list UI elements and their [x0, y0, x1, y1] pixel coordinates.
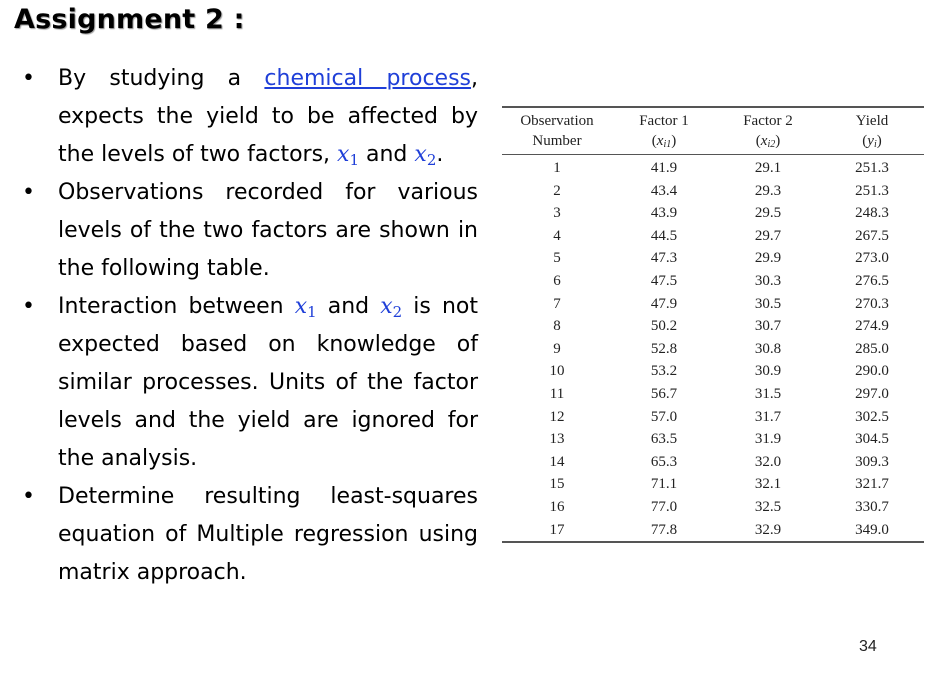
bullet-icon: • — [22, 484, 35, 509]
bullet-text: Determine resulting least-squares equation of Multiple regression using matrix approach. — [58, 484, 478, 585]
cell-factor-2: 32.5 — [754, 498, 782, 515]
cell-factor-2: 29.1 — [754, 160, 782, 176]
cell-yield: 274.9 — [855, 318, 889, 335]
bullet-text: By studying a — [58, 66, 265, 91]
cell-factor-2: 30.8 — [754, 340, 782, 357]
cell-yield: 270.3 — [855, 295, 889, 312]
chemical-process-link[interactable]: chemical process — [264, 66, 472, 91]
cell-yield: 297.0 — [855, 385, 889, 402]
cell-factor-2: 30.9 — [754, 363, 782, 380]
cell-factor-2: 29.9 — [754, 250, 782, 267]
cell-factor-1: 65.3 — [650, 453, 678, 470]
cell-factor-1: 57.0 — [650, 408, 678, 425]
cell-yield: 273.0 — [855, 250, 889, 267]
cell-factor-2: 30.7 — [754, 318, 782, 335]
cell-yield: 330.7 — [855, 498, 889, 515]
page-number: 34 — [859, 638, 877, 655]
table-row — [502, 180, 924, 203]
table-row — [502, 406, 924, 429]
bullet-icon: • — [22, 180, 35, 205]
cell-yield: 251.3 — [855, 182, 889, 199]
bullet-text: Interaction between — [58, 294, 295, 319]
cell-yield: 321.7 — [855, 476, 889, 493]
header-symbol-yi: $(y_i)$ — [820, 131, 924, 155]
header-number: Number — [502, 131, 612, 155]
cell-factor-1: 77.8 — [612, 519, 716, 543]
table-row — [502, 496, 924, 519]
cell-factor-2: 32.9 — [716, 519, 820, 543]
bullet-icon: • — [22, 66, 35, 91]
table-row — [502, 451, 924, 474]
cell-factor-1: 41.9 — [650, 160, 678, 176]
cell-observation: 10 — [549, 363, 565, 380]
bullet-item — [22, 60, 478, 174]
cell-yield: 304.5 — [855, 431, 889, 448]
cell-factor-2: 29.7 — [754, 227, 782, 244]
table-row — [502, 428, 924, 451]
bullet-list — [22, 60, 478, 592]
table-row — [502, 519, 924, 543]
cell-observation: 7 — [553, 295, 561, 312]
cell-factor-1: 47.9 — [650, 295, 678, 312]
variable-x1: $x_1$ — [337, 142, 360, 169]
cell-factor-2: 31.5 — [754, 385, 782, 402]
bullet-text: , expects the yield to be affected by the levels of two factors, — [58, 66, 479, 167]
cell-yield: 276.5 — [855, 272, 889, 289]
variable-x2: $x_2$ — [380, 294, 403, 321]
table-row — [502, 225, 924, 248]
cell-yield: 309.3 — [855, 453, 889, 470]
cell-factor-1: 63.5 — [650, 431, 678, 448]
table-row — [502, 270, 924, 293]
cell-factor-2: 30.3 — [754, 272, 782, 289]
cell-observation: 14 — [549, 453, 565, 470]
cell-factor-2: 32.0 — [754, 453, 782, 470]
table-row — [502, 383, 924, 406]
cell-factor-1: 52.8 — [650, 340, 678, 357]
cell-observation: 3 — [553, 205, 561, 222]
cell-observation: 6 — [553, 272, 561, 289]
header-factor-1: Factor 1 — [612, 107, 716, 131]
cell-factor-2: 31.7 — [754, 408, 782, 425]
header-yield: Yield — [820, 107, 924, 131]
header-symbol-xi1: $(x_{i1})$ — [612, 131, 716, 155]
cell-factor-1: 47.3 — [650, 250, 678, 267]
cell-observation: 4 — [553, 227, 561, 244]
cell-observation: 17 — [502, 519, 612, 543]
cell-factor-2: 30.5 — [754, 295, 782, 312]
table-row — [502, 202, 924, 225]
table-header-row — [502, 107, 924, 131]
bullet-text: is not expected based on knowledge of similar processes. Units of the factor levels and the yield are ignored for the analysis. — [58, 294, 478, 471]
cell-factor-1: 53.2 — [650, 363, 678, 380]
cell-observation: 16 — [549, 498, 565, 515]
slide-title: Assignment 2 : — [14, 4, 245, 35]
cell-observation: 9 — [553, 340, 561, 357]
cell-factor-2: 29.3 — [754, 182, 782, 199]
cell-observation: 8 — [553, 318, 561, 335]
cell-factor-1: 44.5 — [650, 227, 678, 244]
cell-factor-2: 29.5 — [754, 205, 782, 222]
cell-yield: 349.0 — [820, 519, 924, 543]
cell-factor-1: 43.4 — [650, 182, 678, 199]
table-row — [502, 293, 924, 316]
bullet-text: Observations recorded for various levels of the two factors are shown in the following table. — [58, 180, 478, 281]
bullet-icon: • — [22, 294, 35, 319]
cell-observation: 12 — [549, 408, 565, 425]
cell-yield: 285.0 — [855, 340, 889, 357]
bullet-text: and — [359, 142, 415, 167]
cell-yield: 251.3 — [855, 160, 889, 176]
cell-factor-2: 31.9 — [754, 431, 782, 448]
cell-factor-1: 56.7 — [650, 385, 678, 402]
cell-yield: 248.3 — [855, 205, 889, 222]
header-observation: Observation — [502, 107, 612, 131]
cell-observation: 15 — [549, 476, 565, 493]
observations-table — [502, 106, 924, 543]
cell-observation: 13 — [549, 431, 565, 448]
bullet-text: . — [436, 142, 444, 167]
table-row — [502, 473, 924, 496]
header-symbol-xi2: $(x_{i2})$ — [716, 131, 820, 155]
table-row — [502, 338, 924, 361]
bullet-item — [22, 174, 478, 288]
cell-yield: 267.5 — [855, 227, 889, 244]
table-row — [502, 315, 924, 338]
cell-factor-1: 43.9 — [650, 205, 678, 222]
variable-x2: $x_2$ — [414, 142, 437, 169]
bullet-item — [22, 288, 478, 478]
table-body — [502, 155, 924, 543]
cell-yield: 302.5 — [855, 408, 889, 425]
cell-observation: 11 — [549, 385, 565, 402]
cell-factor-1: 77.0 — [650, 498, 678, 515]
bullet-text: and — [316, 294, 381, 319]
header-factor-2: Factor 2 — [716, 107, 820, 131]
cell-factor-1: 50.2 — [650, 318, 678, 335]
cell-factor-1: 71.1 — [650, 476, 678, 493]
bullet-item — [22, 478, 478, 592]
table-row — [502, 360, 924, 383]
cell-observation: 2 — [553, 182, 561, 199]
cell-yield: 290.0 — [855, 363, 889, 380]
table-header-row — [502, 131, 924, 155]
cell-observation: 1 — [553, 160, 561, 176]
table-row — [502, 155, 924, 180]
cell-factor-1: 47.5 — [650, 272, 678, 289]
table-row — [502, 247, 924, 270]
variable-x1: $x_1$ — [294, 294, 317, 321]
cell-factor-2: 32.1 — [754, 476, 782, 493]
cell-observation: 5 — [553, 250, 561, 267]
